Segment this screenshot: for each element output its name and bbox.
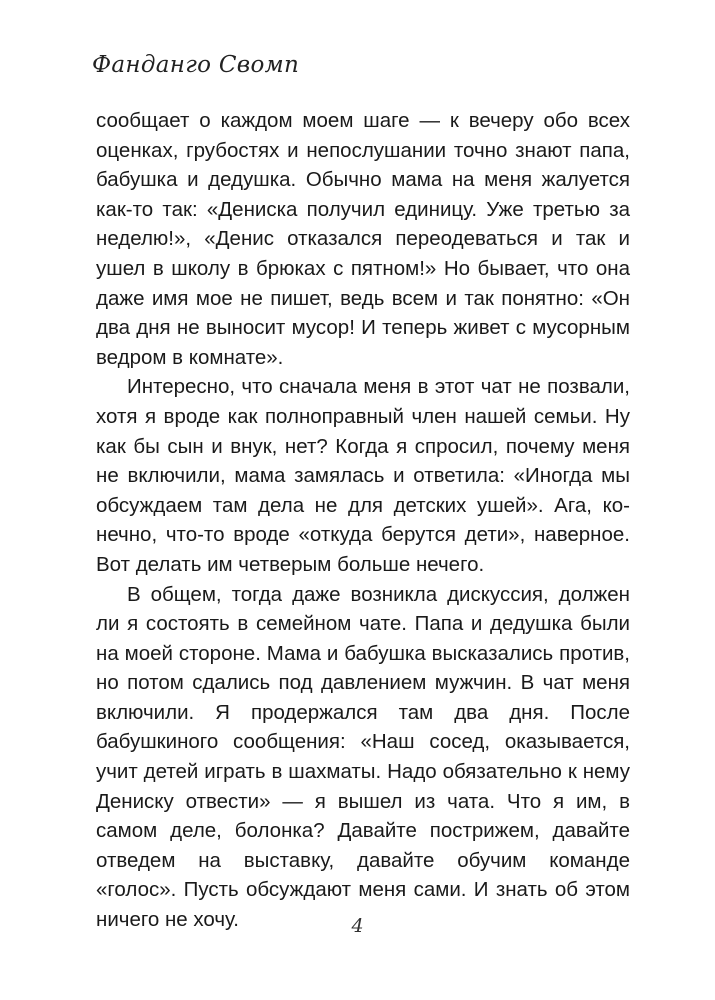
paragraph-2: Интересно, что сначала меня в этот чат не позвали, хотя я вроде как полноправный член нашей семьи. Ну как бы сын и внук, нет? Когда я спросил, почему меня не включили, мама замялась и ответила: «Иногда мы обсуждаем там дела не для детских ушей». Ага, конечно, что-то вроде «откуда берутся дети», наверное. Вот делать им четверым больше нечего. [96,375,630,576]
paragraph-1: сообщает о каждом моем шаге — к вечеру обо всех оценках, грубостях и непослушании точно знают папа, бабушка и дедушка. Обычно мама на меня жалуется как-то так: «Дениска получил единицу. Уже третью за неделю!», «Денис отказался переодеваться и так и ушел в школу в брюках с пятном!» Но бывает, что она даже имя мое не пишет, ведь всем и так понятно: «Он два дня не выносит мусор! И теперь живет с мусорным ведром в комнате». [96,109,630,369]
page-number: 4 [351,915,364,937]
body-text [96,106,630,935]
running-head-title: Фанданго Свомп [92,52,300,78]
paragraph-3: В общем, тогда даже возникла дискуссия, должен ли я состоять в семейном чате. Папа и дедушка были на моей стороне. Мама и бабушка высказались против, но потом сдались под давлением мужчин. В чат меня включили. Я продержался там два дня. После бабушкиного сообщения: «Наш сосед, оказывается, учит детей играть в шахматы. Надо обязательно к нему Дениску отвести» — я вышел из чата. Что я им, в самом деле, болонка? Давайте пострижем, давайте отведем на выставку, давайте обучим команде «голос». Пусть обсуждают меня сами. И знать об этом ничего не хочу. [96,582,630,932]
